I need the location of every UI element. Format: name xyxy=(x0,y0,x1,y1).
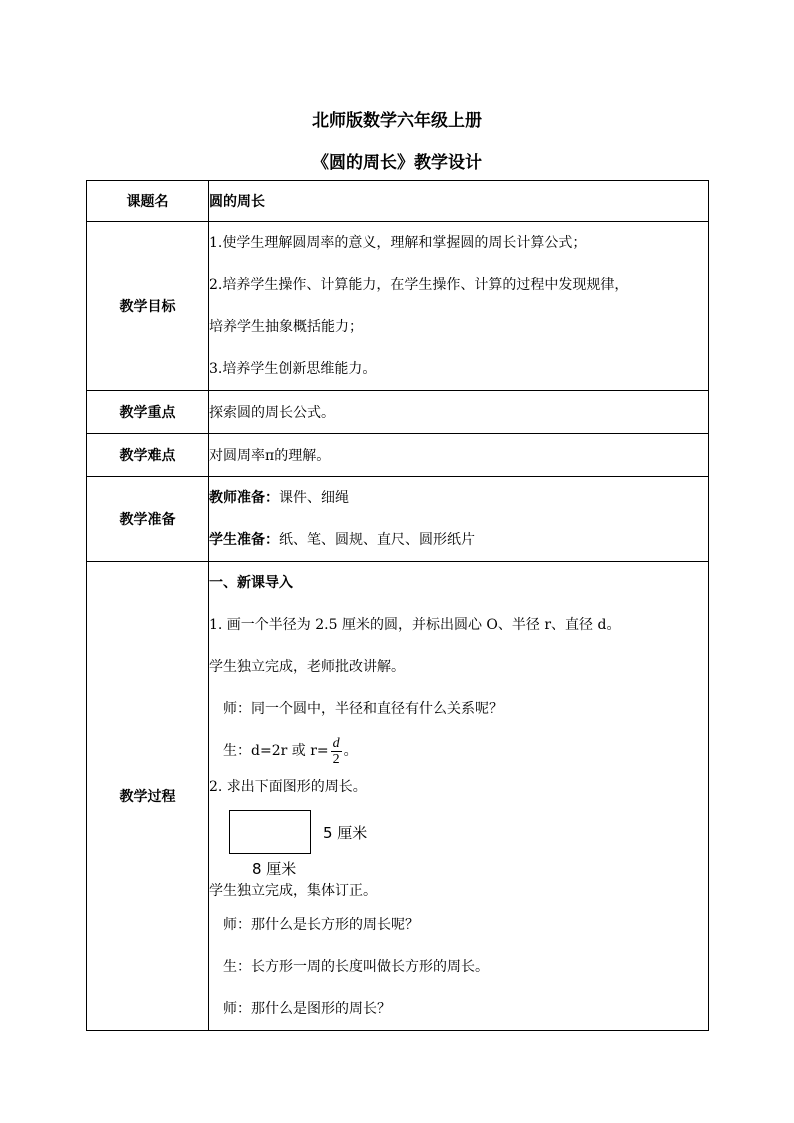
topic-label: 课题名 xyxy=(87,181,209,222)
teacher-prep-label: 教师准备： xyxy=(209,490,279,506)
document-subtitle: 《圆的周长》教学设计 xyxy=(312,153,482,173)
student-prep-value: 纸、笔、圆规、直尺、圆形纸片 xyxy=(279,532,475,548)
answer-suffix: 。 xyxy=(343,743,358,759)
process-note-2: 学生独立完成，集体订正。 xyxy=(209,883,377,899)
teacher-prep-line xyxy=(209,477,708,519)
goals-row xyxy=(87,222,709,391)
topic-value: 圆的周长 xyxy=(209,181,709,222)
process-label: 教学过程 xyxy=(87,562,209,1031)
lesson-plan-table xyxy=(86,180,709,1031)
student-prep-line xyxy=(209,519,708,561)
difficulty-value: 对圆周率π的理解。 xyxy=(209,434,709,477)
teacher-question-3: 师：那什么是图形的周长？ xyxy=(223,1001,391,1017)
goals-content xyxy=(209,222,709,391)
section-heading: 一、新课导入 xyxy=(209,575,293,591)
student-prep-label: 学生准备： xyxy=(209,532,279,548)
topic-row xyxy=(87,181,709,222)
key-point-label: 教学重点 xyxy=(87,391,209,434)
preparation-label: 教学准备 xyxy=(87,477,209,562)
student-answer-2: 生：长方形一周的长度叫做长方形的周长。 xyxy=(223,959,489,975)
fraction-d-over-2 xyxy=(331,736,342,767)
process-item-1: 1. 画一个半径为 2.5 厘米的圆，并标出圆心 O、半径 r、直径 d。 xyxy=(209,617,621,633)
process-note-1: 学生独立完成，老师批改讲解。 xyxy=(209,659,405,675)
rectangle-bottom-label: 8 厘米 xyxy=(252,860,297,878)
answer-prefix: 生：d=2r 或 r= xyxy=(223,743,329,759)
process-row xyxy=(87,562,709,1031)
key-point-row xyxy=(87,391,709,434)
goal-line: 3.培养学生创新思维能力。 xyxy=(209,361,377,377)
rectangle-shape xyxy=(229,810,311,854)
process-item-2: 2. 求出下面图形的周长。 xyxy=(209,779,367,795)
fraction-numerator: d xyxy=(332,735,340,751)
teacher-prep-value: 课件、细绳 xyxy=(279,490,349,506)
document-title: 北师版数学六年级上册 xyxy=(312,111,482,131)
rectangle-side-label: 5 厘米 xyxy=(323,824,368,842)
teacher-question-2: 师：那什么是长方形的周长呢？ xyxy=(223,917,419,933)
student-answer-1 xyxy=(209,730,708,772)
rectangle-figure xyxy=(209,802,708,878)
difficulty-row xyxy=(87,434,709,477)
goal-line: 2.培养学生操作、计算能力，在学生操作、计算的过程中发现规律， xyxy=(209,277,629,293)
teacher-question-1: 师：同一个圆中，半径和直径有什么关系呢？ xyxy=(223,701,503,717)
difficulty-label: 教学难点 xyxy=(87,434,209,477)
key-point-value: 探索圆的周长公式。 xyxy=(209,391,709,434)
fraction-denominator: 2 xyxy=(332,751,340,767)
goal-line: 培养学生抽象概括能力； xyxy=(209,319,363,335)
goals-label: 教学目标 xyxy=(87,222,209,391)
preparation-content xyxy=(209,477,709,562)
process-content xyxy=(209,562,709,1031)
preparation-row xyxy=(87,477,709,562)
goal-line: 1.使学生理解圆周率的意义，理解和掌握圆的周长计算公式； xyxy=(209,235,587,251)
